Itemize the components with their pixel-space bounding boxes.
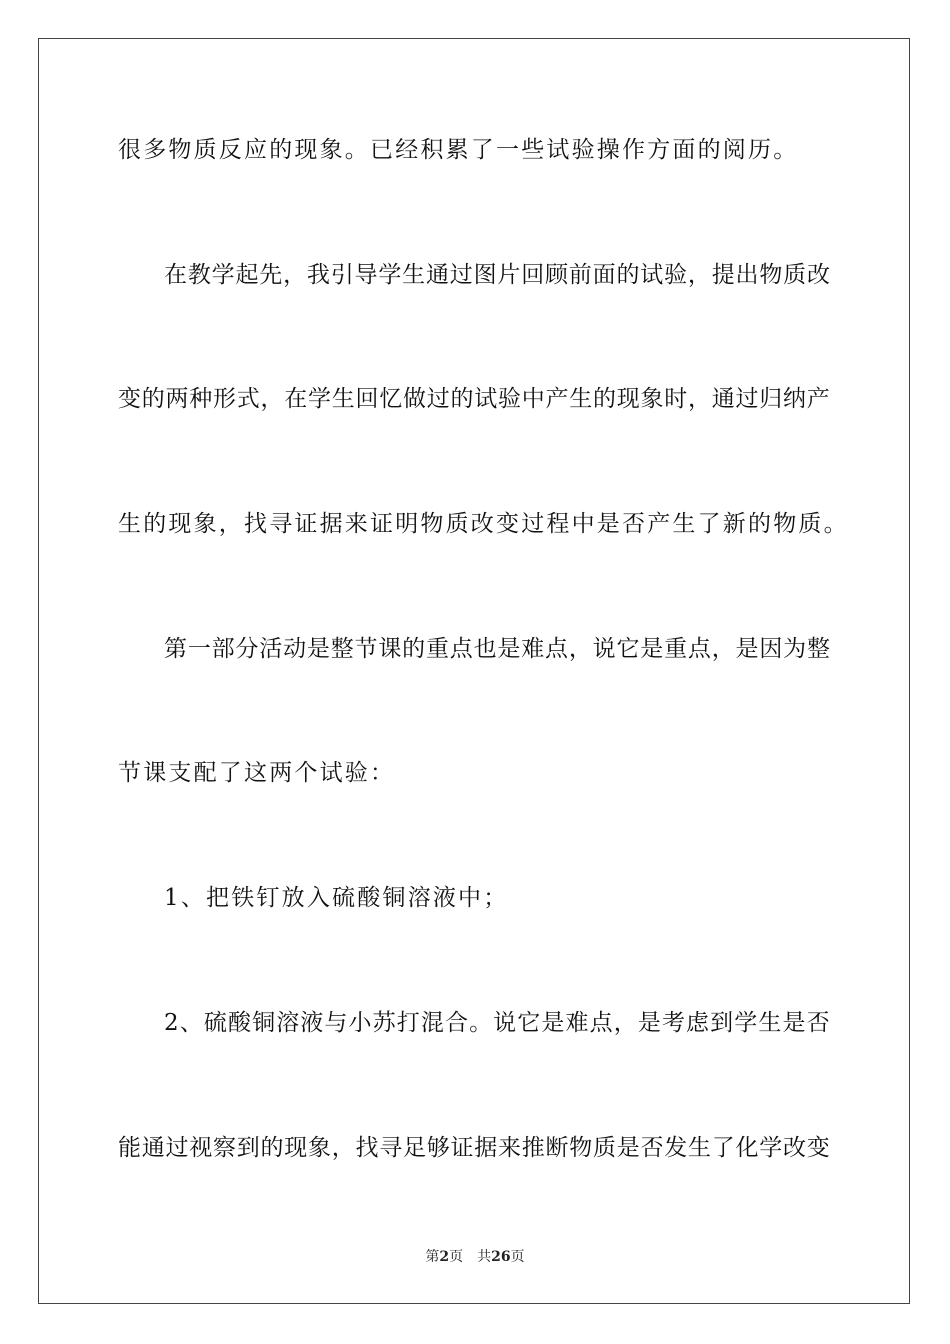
glyph: 活 <box>259 636 283 662</box>
glyph: 生 <box>331 386 355 412</box>
glyph: 先 <box>259 262 283 288</box>
glyph: 形 <box>213 386 236 412</box>
glyph: 。 <box>469 1010 493 1036</box>
glyph: 、 <box>179 1010 203 1036</box>
list-item <box>164 1008 830 1038</box>
glyph: 是 <box>735 636 759 662</box>
total-pages: 26 <box>491 1249 511 1265</box>
glyph: 过 <box>165 1135 189 1161</box>
paragraph-line <box>164 260 830 290</box>
glyph: 够 <box>426 1135 450 1161</box>
glyph: 部 <box>211 636 235 662</box>
glyph: 改 <box>806 262 830 288</box>
glyph: ， <box>260 386 284 412</box>
glyph: 到 <box>236 1135 260 1161</box>
glyph: 变 <box>118 386 141 412</box>
glyph: 归 <box>759 386 783 412</box>
page-suffix: 页 <box>449 1249 464 1265</box>
glyph: 重 <box>425 636 449 662</box>
glyph: 证 <box>450 1135 474 1161</box>
glyph: 打 <box>396 1010 420 1036</box>
glyph: 据 <box>474 1135 498 1161</box>
glyph: 学 <box>211 262 235 288</box>
glyph: 溶 <box>276 1010 300 1036</box>
glyph: 化 <box>735 1135 759 1161</box>
glyph: 寻 <box>379 1135 403 1161</box>
glyph: 的 <box>616 262 640 288</box>
glyph: 面 <box>592 262 616 288</box>
glyph: 回 <box>521 262 545 288</box>
glyph: 合 <box>444 1010 468 1036</box>
glyph: 重 <box>664 636 688 662</box>
glyph: 回 <box>355 386 379 412</box>
glyph: 片 <box>497 262 521 288</box>
glyph: 验 <box>664 262 688 288</box>
glyph: 学 <box>734 1010 758 1036</box>
glyph: 断 <box>545 1135 569 1161</box>
glyph: ， <box>331 1135 355 1161</box>
glyph: 验 <box>498 386 521 412</box>
paragraph-line: 生的现象，找寻证据来证明物质改变过程中是否产生了新的物质。 <box>118 511 849 537</box>
glyph: 考 <box>661 1010 685 1036</box>
paragraph-line: 节课支配了这两个试验： <box>118 760 396 786</box>
glyph: 忆 <box>379 386 403 412</box>
glyph: 点 <box>545 636 568 662</box>
list-item: 1、把铁钉放入硫酸铜溶液中； <box>164 885 509 911</box>
glyph: 象 <box>308 1135 331 1161</box>
glyph: 产 <box>545 386 569 412</box>
glyph: 在 <box>284 386 308 412</box>
glyph: 是 <box>637 1010 661 1036</box>
glyph: 前 <box>568 262 592 288</box>
paragraph-line <box>118 1133 830 1163</box>
glyph: 视 <box>189 1135 213 1161</box>
glyph: 发 <box>664 1135 688 1161</box>
glyph: 课 <box>378 636 402 662</box>
glyph: 在 <box>164 262 187 288</box>
glyph: 为 <box>783 636 807 662</box>
glyph: ， <box>688 386 711 412</box>
page-border <box>38 38 910 1304</box>
glyph: 说 <box>493 1010 517 1036</box>
glyph: 提 <box>711 262 735 288</box>
glyph: 点 <box>687 636 711 662</box>
glyph: 否 <box>640 1135 664 1161</box>
glyph: 学 <box>759 1135 783 1161</box>
glyph: 过 <box>426 386 450 412</box>
glyph: 变 <box>806 1135 830 1161</box>
glyph: 否 <box>806 1010 830 1036</box>
paragraph-line: 很多物质反应的现象。已经积累了一些试验操作方面的阅历。 <box>118 137 799 163</box>
glyph: 试 <box>474 386 498 412</box>
glyph: ， <box>613 1010 637 1036</box>
glyph: 了 <box>711 1135 735 1161</box>
glyph: 的 <box>141 386 165 412</box>
glyph: 的 <box>450 386 474 412</box>
glyph: 式 <box>236 386 260 412</box>
paragraph-line <box>118 384 830 414</box>
glyph: 学 <box>308 386 331 412</box>
glyph: 通 <box>711 386 735 412</box>
glyph: 察 <box>213 1135 236 1161</box>
page-number: 2 <box>439 1249 450 1265</box>
glyph: 虑 <box>686 1010 710 1036</box>
page-footer <box>0 1246 950 1266</box>
glyph: 点 <box>449 636 473 662</box>
glyph: 顾 <box>545 262 568 288</box>
glyph: 推 <box>521 1135 545 1161</box>
glyph: 生 <box>758 1010 782 1036</box>
glyph: 是 <box>782 1010 806 1036</box>
glyph: 因 <box>759 636 783 662</box>
glyph: 改 <box>783 1135 806 1161</box>
glyph: 它 <box>517 1010 541 1036</box>
glyph: 过 <box>449 262 473 288</box>
glyph: 质 <box>593 1135 616 1161</box>
glyph: 我 <box>306 262 330 288</box>
glyph: 液 <box>300 1010 324 1036</box>
glyph: 整 <box>806 636 830 662</box>
glyph: 通 <box>141 1135 165 1161</box>
glyph: 也 <box>473 636 497 662</box>
glyph: 时 <box>664 386 688 412</box>
glyph: 点 <box>589 1010 613 1036</box>
page-prefix: 第 <box>425 1249 440 1265</box>
glyph: 种 <box>189 386 213 412</box>
glyph: 纳 <box>783 386 806 412</box>
glyph: 的 <box>593 386 616 412</box>
glyph: 现 <box>616 386 640 412</box>
glyph: 酸 <box>227 1010 251 1036</box>
glyph: 起 <box>235 262 259 288</box>
glyph: 整 <box>330 636 354 662</box>
glyph: 足 <box>403 1135 426 1161</box>
glyph: 中 <box>521 386 545 412</box>
glyph: ， <box>283 262 307 288</box>
glyph: 物 <box>759 262 783 288</box>
glyph: 是 <box>616 1135 640 1161</box>
glyph: 与 <box>324 1010 348 1036</box>
glyph: 生 <box>402 262 426 288</box>
glyph: 是 <box>541 1010 565 1036</box>
glyph: 物 <box>569 1135 593 1161</box>
glyph: 象 <box>640 386 664 412</box>
glyph: 生 <box>688 1135 711 1161</box>
glyph: 到 <box>710 1010 734 1036</box>
glyph: 做 <box>403 386 426 412</box>
glyph: 学 <box>378 262 402 288</box>
glyph: 2 <box>164 1010 179 1036</box>
glyph: 引 <box>330 262 354 288</box>
glyph: 图 <box>473 262 497 288</box>
total-prefix: 共 <box>477 1249 492 1265</box>
glyph: 质 <box>783 262 807 288</box>
glyph: ， <box>687 262 711 288</box>
glyph: 来 <box>498 1135 521 1161</box>
glyph: 分 <box>235 636 259 662</box>
glyph: 是 <box>640 636 664 662</box>
glyph: 难 <box>521 636 545 662</box>
glyph: 节 <box>354 636 378 662</box>
glyph: 生 <box>569 386 593 412</box>
glyph: 现 <box>284 1135 308 1161</box>
glyph: 难 <box>565 1010 589 1036</box>
glyph: 两 <box>165 386 189 412</box>
glyph: 混 <box>420 1010 444 1036</box>
glyph: 苏 <box>372 1010 396 1036</box>
glyph: 说 <box>592 636 616 662</box>
glyph: 出 <box>735 262 759 288</box>
total-suffix: 页 <box>510 1249 525 1265</box>
glyph: 是 <box>306 636 330 662</box>
paragraph-line <box>164 634 830 664</box>
glyph: 硫 <box>203 1010 227 1036</box>
glyph: 能 <box>118 1135 141 1161</box>
glyph: 动 <box>283 636 307 662</box>
glyph: 导 <box>354 262 378 288</box>
glyph: 试 <box>640 262 664 288</box>
glyph: ， <box>711 636 735 662</box>
glyph: 过 <box>735 386 759 412</box>
glyph: 的 <box>402 636 426 662</box>
glyph: 找 <box>355 1135 379 1161</box>
glyph: 的 <box>260 1135 284 1161</box>
glyph: 是 <box>497 636 521 662</box>
glyph: 小 <box>348 1010 372 1036</box>
glyph: 第 <box>164 636 187 662</box>
glyph: 产 <box>806 386 830 412</box>
glyph: 通 <box>425 262 449 288</box>
glyph: 教 <box>187 262 211 288</box>
glyph: 一 <box>187 636 211 662</box>
glyph: ， <box>568 636 592 662</box>
glyph: 铜 <box>252 1010 276 1036</box>
glyph: 它 <box>616 636 640 662</box>
